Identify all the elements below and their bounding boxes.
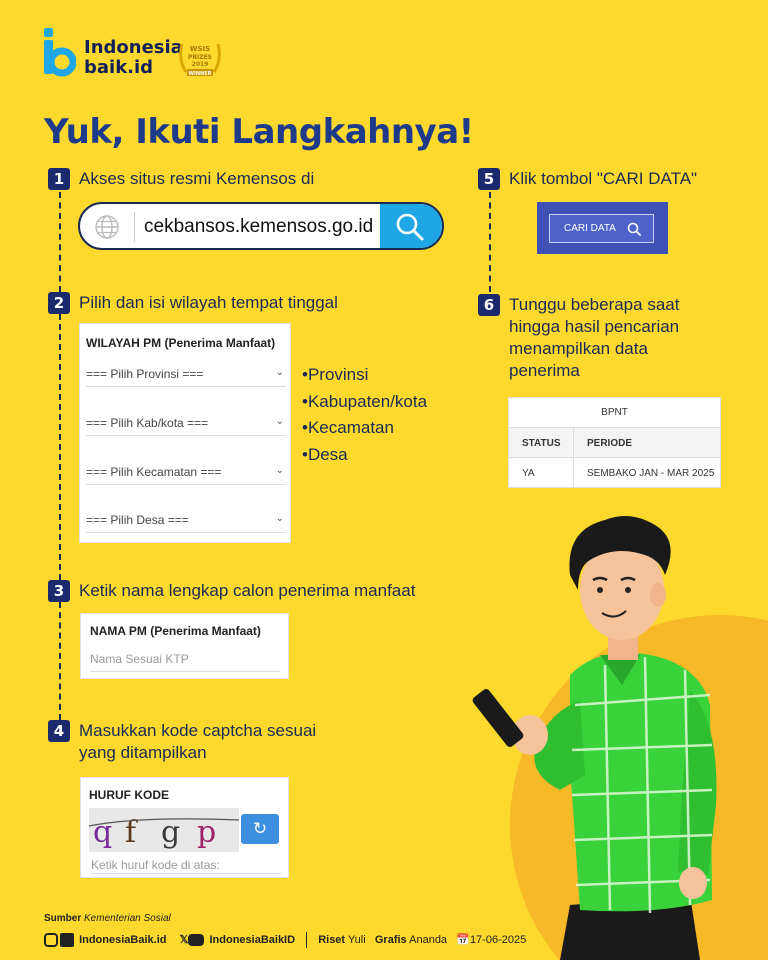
footer-handle-1: IndonesiaBaik.id xyxy=(79,933,167,946)
captcha-title: HURUF KODE xyxy=(89,788,169,802)
refresh-icon: ↻ xyxy=(252,819,268,838)
step-6-badge: 6 xyxy=(478,294,500,316)
chevron-down-icon: ⌄ xyxy=(275,367,284,378)
svg-text:q: q xyxy=(93,815,113,850)
step-4-text: Masukkan kode captcha sesuai yang ditampilkan xyxy=(79,721,317,762)
list-item: •Desa xyxy=(302,444,348,464)
instagram-icon xyxy=(44,933,58,947)
cari-data-button[interactable] xyxy=(549,214,654,243)
url-text: cekbansos.kemensos.go.id xyxy=(144,216,374,237)
captcha-refresh-button[interactable] xyxy=(241,814,279,844)
step-1-badge: 1 xyxy=(48,168,70,190)
nama-form xyxy=(80,613,289,679)
step-connector xyxy=(59,314,61,580)
cari-data-panel xyxy=(537,202,668,254)
step-2-text: Pilih dan isi wilayah tempat tinggal xyxy=(79,293,338,312)
search-icon xyxy=(394,212,426,242)
wilayah-title: WILAYAH PM (Penerima Manfaat) xyxy=(86,336,276,350)
list-item: •Kecamatan xyxy=(302,418,394,437)
cell-status: YA xyxy=(522,468,535,479)
url-search-button[interactable] xyxy=(380,204,442,250)
step-3-text: Ketik nama lengkap calon penerima manfaat xyxy=(79,581,416,600)
svg-text:g: g xyxy=(161,815,181,850)
column-status: STATUS xyxy=(522,438,561,449)
footer-handle-2: IndonesiaBaikID xyxy=(209,933,296,946)
nama-title: NAMA PM (Penerima Manfaat) xyxy=(90,624,261,638)
list-item: •Provinsi xyxy=(302,365,369,384)
cell-periode: SEMBAKO JAN - MAR 2025 xyxy=(587,468,715,479)
search-icon xyxy=(627,222,641,236)
facebook-icon xyxy=(60,933,74,947)
select-kabkota[interactable]: === Pilih Kab/kota === ⌄ xyxy=(86,416,286,436)
footer-source: Sumber Kementerian Sosial xyxy=(44,913,171,924)
footer-divider xyxy=(306,932,307,948)
page-title: Yuk, Ikuti Langkahnya! xyxy=(44,112,474,152)
step-4-badge: 4 xyxy=(48,720,70,742)
chevron-down-icon: ⌄ xyxy=(275,465,284,476)
youtube-icon xyxy=(188,934,204,946)
chevron-down-icon: ⌄ xyxy=(275,416,284,427)
wilayah-form xyxy=(79,323,291,543)
footer-date: 17-06-2025 xyxy=(469,933,527,946)
step-5-text: Klik tombol "CARI DATA" xyxy=(509,169,698,188)
column-divider xyxy=(573,428,574,488)
cari-data-label: CARI DATA xyxy=(564,223,616,234)
indonesiabaik-logo-icon xyxy=(42,26,76,78)
select-kecamatan[interactable]: === Pilih Kecamatan === ⌄ xyxy=(86,465,286,485)
url-divider xyxy=(134,212,135,242)
footer-bar: IndonesiaBaik.id 𝕏 IndonesiaBaikID Riset Yuli Grafis Ananda 📅17-06-2025 xyxy=(44,932,526,948)
globe-icon xyxy=(94,214,120,240)
step-2-badge: 2 xyxy=(48,292,70,314)
captcha-input[interactable]: Ketik huruf kode di atas: xyxy=(91,858,281,874)
step-3-badge: 3 xyxy=(48,580,70,602)
svg-text:p: p xyxy=(197,815,217,850)
svg-text:2019: 2019 xyxy=(191,61,209,68)
chevron-down-icon: ⌄ xyxy=(275,513,284,524)
step-connector xyxy=(59,192,61,292)
table-header: BPNT xyxy=(509,398,720,428)
svg-text:WINNER: WINNER xyxy=(188,71,212,77)
captcha-form xyxy=(80,777,289,878)
svg-text:PRIZES: PRIZES xyxy=(187,54,213,61)
result-table xyxy=(508,397,721,488)
man-with-phone-illustration xyxy=(360,505,768,960)
step-6-text: Tunggu beberapa saat hingga hasil pencarian menampilkan data penerima xyxy=(509,295,680,380)
step-5-badge: 5 xyxy=(478,168,500,190)
list-item: •Kabupaten/kota xyxy=(302,391,428,411)
step-connector xyxy=(59,602,61,720)
calendar-icon: 📅 xyxy=(456,933,470,946)
wilayah-bullet-list xyxy=(302,362,427,468)
step-connector xyxy=(489,192,491,292)
nama-input[interactable]: Nama Sesuai KTP xyxy=(90,652,280,672)
brand-name: Indonesia baik.id xyxy=(84,37,183,78)
select-provinsi[interactable]: === Pilih Provinsi === ⌄ xyxy=(86,367,286,387)
select-desa[interactable]: === Pilih Desa === ⌄ xyxy=(86,513,286,533)
x-icon: 𝕏 xyxy=(179,933,189,946)
svg-text:WSIS: WSIS xyxy=(189,45,211,53)
svg-text:f: f xyxy=(125,815,137,850)
column-periode: PERIODE xyxy=(587,438,633,449)
step-1-text: Akses situs resmi Kemensos di xyxy=(79,169,315,188)
captcha-image xyxy=(89,808,239,852)
url-bar[interactable] xyxy=(78,202,444,250)
wsis-award-badge-icon xyxy=(176,38,224,82)
